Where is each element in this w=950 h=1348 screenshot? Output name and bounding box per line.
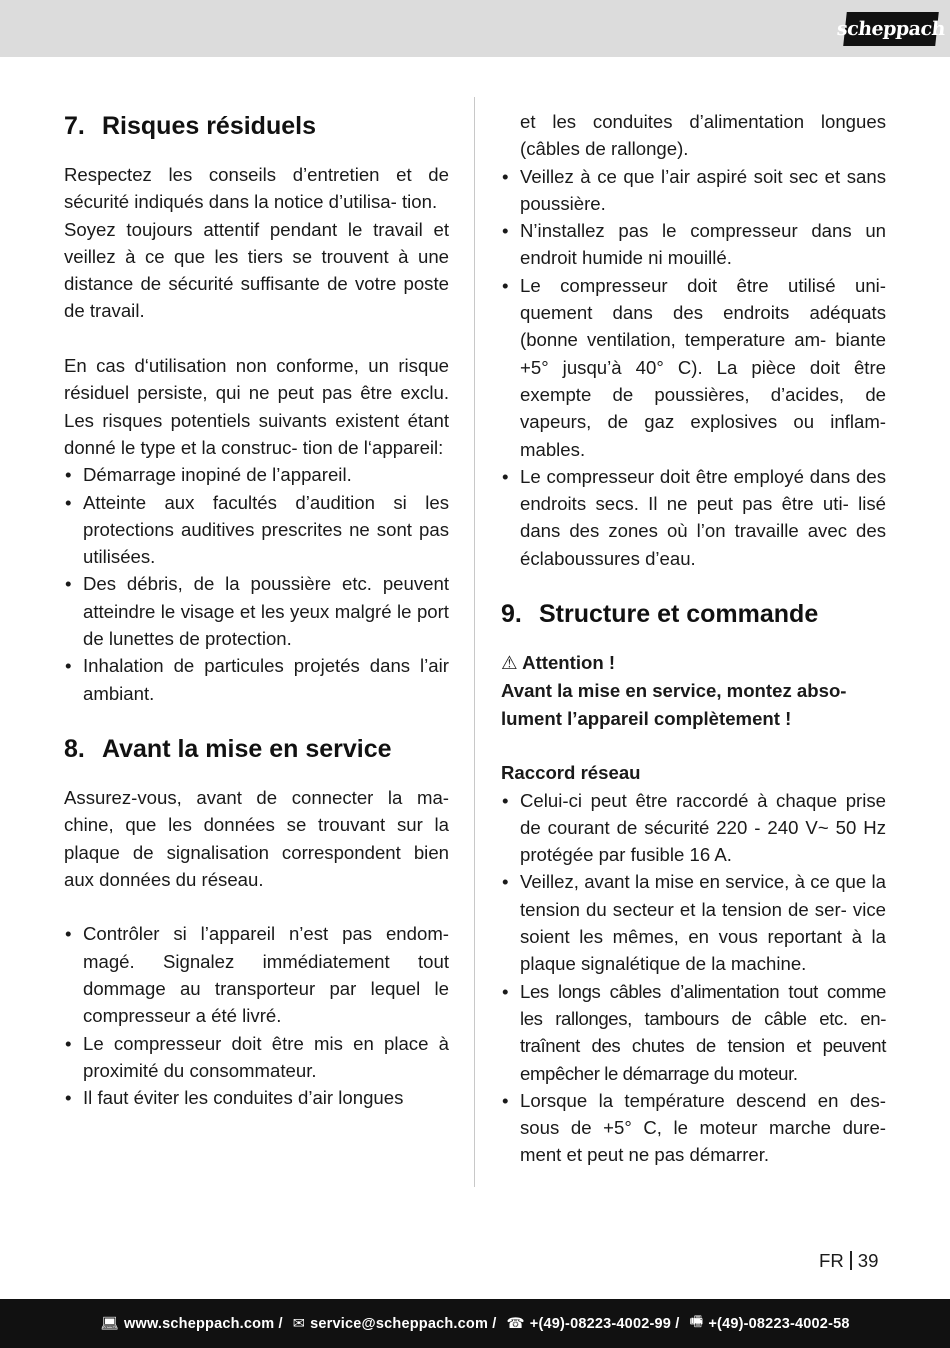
list-item: • Atteinte aux facultés d’audition si les protections auditives prescrites ne sont pas utilisées. (64, 489, 449, 571)
left-column (64, 108, 449, 1112)
column-divider (474, 97, 475, 1187)
computer-icon: 💻︎ (100, 1316, 119, 1332)
footer-website: www.scheppach.com / (123, 1315, 283, 1332)
preparation-list (64, 920, 449, 1111)
list-item: • Contrôler si l’appareil n’est pas endom- magé. Signalez immédiatement tout dommage au transporteur par lequel le compresseur a été livré. (64, 920, 449, 1029)
list-item: • Le compresseur doit être employé dans des endroits secs. Il ne peut pas être uti- lisé dans des zones où l’on travaille avec des éclaboussures d’eau. (501, 463, 886, 572)
list-item: • Des débris, de la poussière etc. peuvent atteindre le visage et les yeux malgré le port de lunettes de protection. (64, 570, 449, 652)
paragraph: Assurez-vous, avant de connecter la ma- chine, que les données se trouvant sur la plaque de signalisation correspondent bien aux données du réseau. (64, 786, 449, 890)
section-number: 7. (64, 112, 85, 140)
right-column (501, 108, 886, 1169)
list-item: • Les longs câbles d’alimentation tout comme les rallonges, tambours de câble etc. en- traînent des chutes de tension et peuvent empêcher le démarrage du moteur. (501, 978, 886, 1087)
list-item: • Démarrage inopiné de l’appareil. (64, 461, 449, 488)
list-item: • Le compresseur doit être utilisé uni- quement dans des endroits adéquats (bonne ventilation, temperature am- biante +5° jusqu’à 40° C). La pièce doit être exempte de poussières, d’acides, de vapeurs, de gaz explosives ou inflam- mables. (501, 272, 886, 463)
page-number: FR 39 (819, 1250, 879, 1271)
list-item: • Veillez, avant la mise en service, à ce que la tension du secteur et la tension de ser- vice soient les mêmes, en vous reportant à la plaque signalétique de la machine. (501, 868, 886, 977)
list-item: • Celui-ci peut être raccordé à chaque prise de courant de sécurité 220 - 240 V~ 50 Hz protégée par fusible 16 A. (501, 787, 886, 869)
list-item: • Inhalation de particules projetés dans l’air ambiant. (64, 652, 449, 707)
brand-logo: scheppach (843, 12, 939, 46)
section-title: Risques résiduels (102, 112, 316, 140)
paragraph: En cas d‘utilisation non conforme, un risque résiduel persiste, qui ne peut pas être exclu. Les risques potentiels suivants existent étant donné le type et la construc- tion de l‘appareil: (64, 355, 450, 458)
email-icon: ✉ (292, 1315, 306, 1332)
list-item-continuation: et les conduites d’alimentation longues (câbles de rallonge). (520, 111, 886, 160)
warning-icon: ⚠ (501, 653, 518, 675)
footer-fax: +(49)-08223-4002-58 (708, 1315, 850, 1332)
warning-title: ⚠ Attention ! (501, 652, 616, 675)
section-9-heading (501, 596, 886, 632)
header-bar (0, 0, 950, 57)
list-item: • Lorsque la température descend en des- sous de +5° C, le moteur marche dure- ment et peut ne pas démarrer. (501, 1087, 886, 1169)
section-number: 9. (501, 600, 522, 629)
mains-connection-list (501, 787, 886, 1169)
phone-icon: ☎ (506, 1315, 525, 1332)
section-title: Avant la mise en service (102, 734, 392, 763)
section-title: Structure et commande (539, 600, 819, 629)
list-item: • Le compresseur doit être mis en place à proximité du consommateur. (64, 1030, 449, 1085)
paragraph: Respectez les conseils d’entretien et de sécurité indiqués dans la notice d’utilisa- tion. Soyez toujours attentif pendant le travail et veillez à ce que les tiers se trouvent à une distance de sécurité suffisante de votre poste de travail. (64, 164, 449, 322)
list-item: • Veillez à ce que l’air aspiré soit sec et sans poussière. (501, 163, 886, 218)
list-item: • Il faut éviter les conduites d’air longues (64, 1084, 449, 1111)
subheading: Raccord réseau (501, 762, 641, 784)
section-7-heading (64, 108, 449, 144)
fax-icon: 🖷︎ (689, 1314, 704, 1330)
footer-phone: +(49)-08223-4002-99 / (529, 1315, 680, 1332)
preparation-list-continued (501, 108, 886, 572)
warning-text: Avant la mise en service, montez abso- lument l’appareil complètement ! (501, 680, 847, 729)
section-8-heading (64, 731, 449, 767)
list-item: • N’installez pas le compresseur dans un endroit humide ni mouillé. (501, 217, 886, 272)
footer-bar (0, 1299, 950, 1348)
risk-list (64, 461, 449, 707)
section-number: 8. (64, 734, 85, 763)
footer-email: service@scheppach.com / (310, 1315, 497, 1332)
